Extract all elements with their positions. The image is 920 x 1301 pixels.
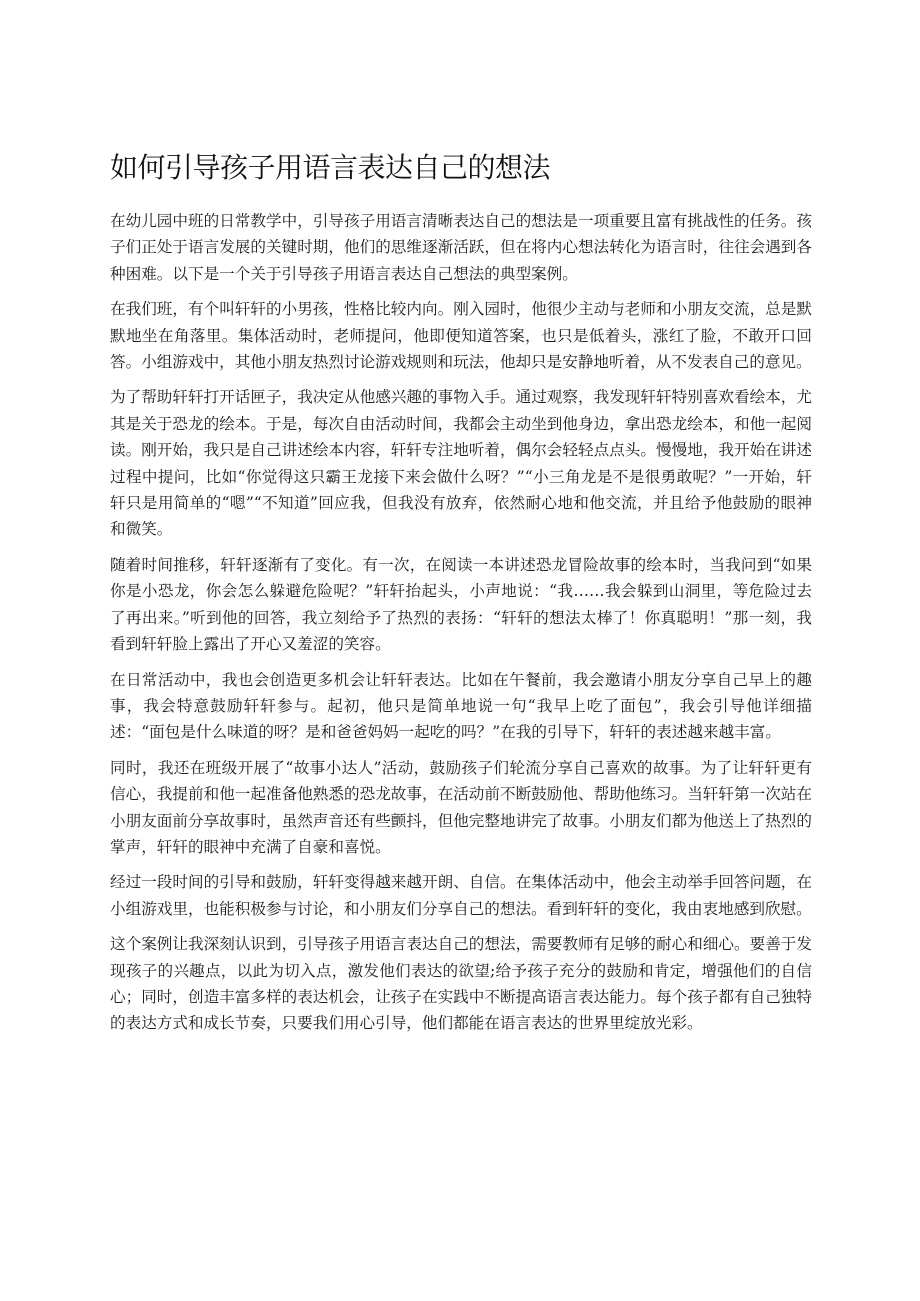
paragraph-daily-activities: 在日常活动中，我也会创造更多机会让轩轩表达。比如在午餐前，我会邀请小朋友分享自己早上的趣事，我会特意鼓励轩轩参与。起初，他只是简单地说一句“我早上吃了面包”，我会引导他详细描述：“面包是什么味道的呀？是和爸爸妈妈一起吃的吗？”在我的引导下，轩轩的表述越来越丰富。: [110, 670, 812, 742]
paragraph-story-activity: 同时，我还在班级开展了“故事小达人”活动，鼓励孩子们轮流分享自己喜欢的故事。为了让轩轩更有信心，我提前和他一起准备他熟悉的恐龙故事，在活动前不断鼓励他、帮助他练习。当轩轩第一次站在小朋友面前分享故事时，虽然声音还有些颤抖，但他完整地讲完了故事。小朋友们都为他送上了热烈的掌声，轩轩的眼神中充满了自豪和喜悦。: [110, 758, 812, 856]
paragraph-picture-books: 为了帮助轩轩打开话匣子，我决定从他感兴趣的事物入手。通过观察，我发现轩轩特别喜欢看绘本，尤其是关于恐龙的绘本。于是，每次自由活动时间，我都会主动坐到他身边，拿出恐龙绘本，和他一起阅读。刚开始，我只是自己讲述绘本内容，轩轩专注地听着，偶尔会轻轻点点头。慢慢地，我开始在讲述过程中提问，比如“你觉得这只霸王龙接下来会做什么呀？”“小三角龙是不是很勇敢呢？”一开始，轩轩只是用简单的“嗯”“不知道”回应我，但我没有放弃，依然耐心地和他交流，并且给予他鼓励的眼神和微笑。: [110, 388, 812, 539]
paragraph-background: 在我们班，有个叫轩轩的小男孩，性格比较内向。刚入园时，他很少主动与老师和小朋友交流，总是默默地坐在角落里。集体活动时，老师提问，他即便知道答案，也只是低着头，涨红了脸，不敢开口回答。小组游戏中，其他小朋友热烈讨论游戏规则和玩法，他却只是安静地听着，从不发表自己的意见。: [110, 300, 812, 372]
document-title: 如何引导孩子用语言表达自己的想法: [110, 151, 551, 184]
paragraph-intro: 在幼儿园中班的日常教学中，引导孩子用语言清晰表达自己的想法是一项重要且富有挑战性的任务。孩子们正处于语言发展的关键时期，他们的思维逐渐活跃，但在将内心想法转化为语言时，往往会遇到各种困难。以下是一个关于引导孩子用语言表达自己想法的典型案例。: [110, 212, 812, 283]
paragraph-reflection: 这个案例让我深刻认识到，引导孩子用语言表达自己的想法，需要教师有足够的耐心和细心。要善于发现孩子的兴趣点，以此为切入点，激发他们表达的欲望;给予孩子充分的鼓励和肯定，增强他们的自信心；同时，创造丰富多样的表达机会，让孩子在实践中不断提高语言表达能力。每个孩子都有自己独特的表达方式和成长节奏，只要我们用心引导，他们都能在语言表达的世界里绽放光彩。: [110, 935, 812, 1033]
paragraph-progress: 随着时间推移，轩轩逐渐有了变化。有一次，在阅读一本讲述恐龙冒险故事的绘本时，当我问到“如果你是小恐龙，你会怎么躲避危险呢？”轩轩抬起头，小声地说：“我……我会躲到山洞里，等危险过去了再出来。”听到他的回答，我立刻给予了热烈的表扬：“轩轩的想法太棒了！你真聪明！”那一刻，我看到轩轩脸上露出了开心又羞涩的笑容。: [110, 555, 812, 654]
document-page: [110, 146, 812, 1046]
paragraph-result: 经过一段时间的引导和鼓励，轩轩变得越来越开朗、自信。在集体活动中，他会主动举手回答问题，在小组游戏里，也能积极参与讨论，和小朋友们分享自己的想法。看到轩轩的变化，我由衷地感到欣慰。: [110, 873, 812, 918]
